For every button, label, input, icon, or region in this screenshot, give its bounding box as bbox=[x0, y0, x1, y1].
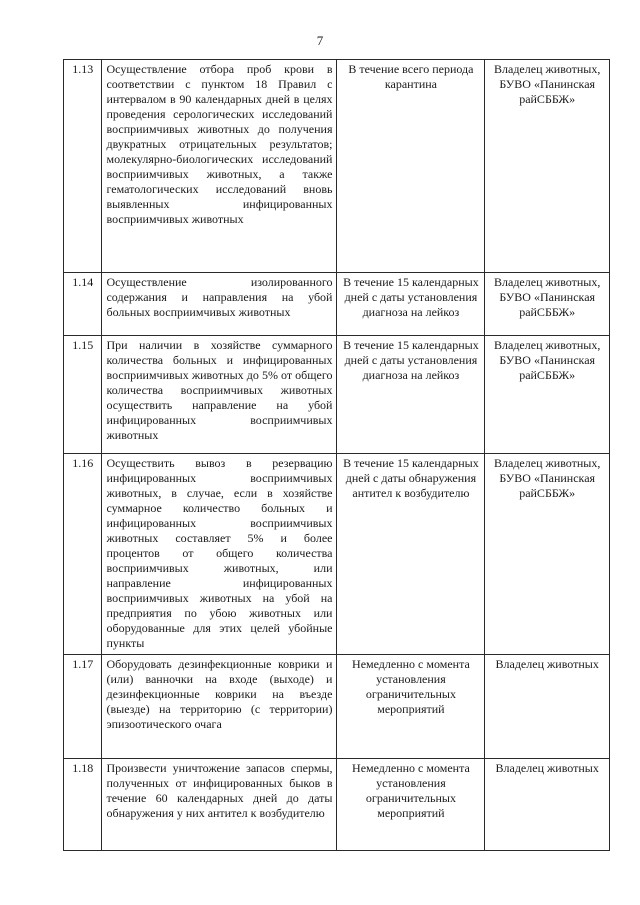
row-term: В течение 15 календарных дней с даты установления диагноза на лейкоз bbox=[337, 273, 485, 336]
row-action: Осуществление изолированного содержания и направления на убой больных восприимчивых животных bbox=[102, 273, 337, 336]
measures-table bbox=[63, 59, 610, 851]
row-responsible: Владелец животных, БУВО «Панинская райСББЖ» bbox=[485, 336, 610, 454]
row-number: 1.13 bbox=[64, 60, 102, 273]
row-term: Немедленно с момента установления ограничительных мероприятий bbox=[337, 655, 485, 759]
row-number: 1.18 bbox=[64, 759, 102, 851]
row-responsible: Владелец животных bbox=[485, 759, 610, 851]
row-term: Немедленно с момента установления ограничительных мероприятий bbox=[337, 759, 485, 851]
row-responsible: Владелец животных bbox=[485, 655, 610, 759]
table-row bbox=[64, 759, 610, 851]
row-action: При наличии в хозяйстве суммарного количества больных и инфицированных восприимчивых животных до 5% от общего количества восприимчивых животных осуществить направление на убой инфицированных восприимчивых животных bbox=[102, 336, 337, 454]
row-action: Осуществить вывоз в резервацию инфицированных восприимчивых животных, в случае, если в хозяйстве суммарное количество больных и инфицированных восприимчивых животных составляет 5% и более процентов от общего количества восприимчивых животных, или направление инфицированных восприимчивых животных на убой на предприятия по убою животных или оборудованные для этих целей убойные пункты bbox=[102, 454, 337, 655]
row-action: Осуществление отбора проб крови в соответствии с пунктом 18 Правил с интервалом в 90 календарных дней в целях проведения серологических исследований восприимчивых животных до получения двукратных отрицательных результатов; молекулярно-биологических исследований восприимчивых животных, а также гематологических исследований вновь выявленных инфицированных восприимчивых животных bbox=[102, 60, 337, 273]
row-term: В течение всего периода карантина bbox=[337, 60, 485, 273]
table-row bbox=[64, 336, 610, 454]
measures-table-body bbox=[64, 60, 610, 851]
row-responsible: Владелец животных, БУВО «Панинская райСББЖ» bbox=[485, 454, 610, 655]
row-number: 1.14 bbox=[64, 273, 102, 336]
row-action: Оборудовать дезинфекционные коврики и (или) ванночки на входе (выходе) и дезинфекционные коврики на въезде (выезде) на территорию (с территории) эпизоотического очага bbox=[102, 655, 337, 759]
row-number: 1.15 bbox=[64, 336, 102, 454]
table-row bbox=[64, 454, 610, 655]
row-responsible: Владелец животных, БУВО «Панинская райСББЖ» bbox=[485, 60, 610, 273]
row-term: В течение 15 календарных дней с даты установления диагноза на лейкоз bbox=[337, 336, 485, 454]
row-number: 1.16 bbox=[64, 454, 102, 655]
table-row bbox=[64, 60, 610, 273]
table-row bbox=[64, 655, 610, 759]
row-responsible: Владелец животных, БУВО «Панинская райСББЖ» bbox=[485, 273, 610, 336]
row-action: Произвести уничтожение запасов спермы, полученных от инфицированных быков в течение 60 календарных дней до даты обнаружения у них антител к возбудителю bbox=[102, 759, 337, 851]
page-number: 7 bbox=[316, 33, 324, 48]
table-row bbox=[64, 273, 610, 336]
row-number: 1.17 bbox=[64, 655, 102, 759]
row-term: В течение 15 календарных дней с даты обнаружения антител к возбудителю bbox=[337, 454, 485, 655]
